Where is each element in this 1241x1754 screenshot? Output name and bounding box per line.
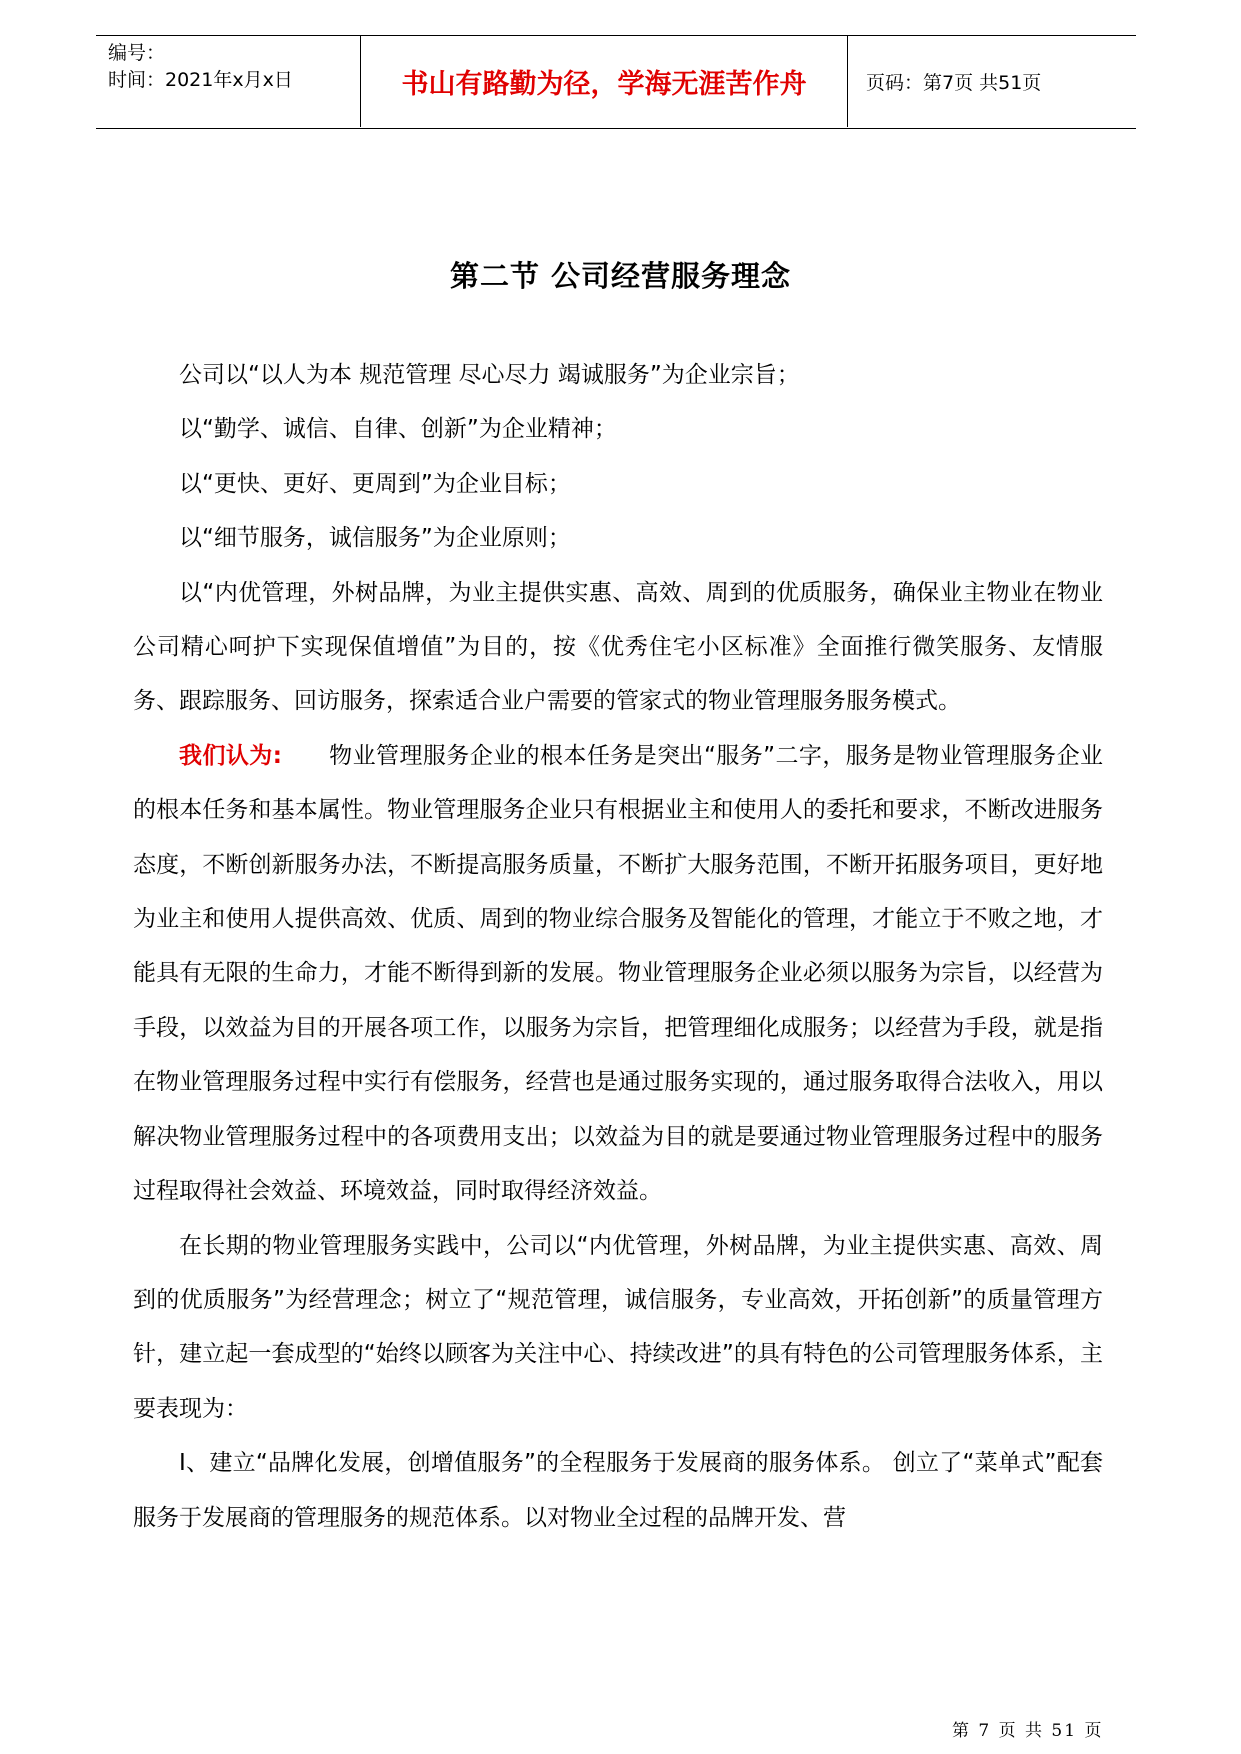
page-footer: 第 7 页 共 51 页 xyxy=(952,1721,1104,1741)
section-title: 第二节 公司经营服务理念 xyxy=(449,259,792,293)
paragraph: 在长期的物业管理服务实践中，公司以“内优管理，外树品牌，为业主提供实惠、高效、周到的优质服务”为经营理念；树立了“规范管理，诚信服务，专业高效，开拓创新”的质量管理方针，建立起一套成型的“始终以顾客为关注中心、持续改进”的具有特色的公司管理服务体系，主要表现为： xyxy=(133,1232,1103,1422)
header-page-info: 页码：第7页 共51页 xyxy=(866,72,1042,94)
paragraph: 以“更快、更好、更周到”为企业目标； xyxy=(179,470,571,497)
paragraph-text: 物业管理服务企业的根本任务是突出“服务”二字，服务是物业管理服务企业的根本任务和基本属性。物业管理服务企业只有根据业主和使用人的委托和要求，不断改进服务态度，不断创新服务办法，不断提高服务质量，不断扩大服务范围，不断开拓服务项目，更好地为业主和使用人提供高效、优质、周到的物业综合服务及智能化的管理，才能立于不败之地，才能具有无限的生命力，才能不断得到新的发展。物业管理服务企业必须以服务为宗旨，以经营为手段，以效益为目的开展各项工作，以服务为宗旨，把管理细化成服务；以经营为手段，就是指在物业管理服务过程中实行有偿服务，经营也是通过服务实现的，通过服务取得合法收入，用以解决物业管理服务过程中的各项费用支出；以效益为目的就是要通过物业管理服务过程中的服务过程取得社会效益、环境效益，同时取得经济效益。 xyxy=(133,742,1103,1205)
header-motto: 书山有路勤为径，学海无涯苦作舟 xyxy=(360,36,848,127)
document-number-label: 编号： xyxy=(108,42,166,64)
emphasis-lead: 我们认为: xyxy=(179,742,282,769)
paragraph: Ⅰ、建立“品牌化发展，创增值服务”的全程服务于发展商的服务体系。 创立了“菜单式”配套服务于发展商的管理服务的规范体系。以对物业全过程的品牌开发、营 xyxy=(133,1450,1103,1531)
paragraph: 以“内优管理，外树品牌，为业主提供实惠、高效、周到的优质服务，确保业主物业在物业公司精心呵护下实现保值增值”为目的，按《优秀住宅小区标准》全面推行微笑服务、友情服务、跟踪服务、回访服务，探索适合业户需要的管家式的物业管理服务服务模式。 xyxy=(133,579,1103,715)
document-date: 时间：2021年x月x日 xyxy=(108,69,293,91)
paragraph: 以“细节服务，诚信服务”为企业原则； xyxy=(179,525,571,552)
header-meta xyxy=(108,40,293,94)
paragraph: 以“勤学、诚信、自律、创新”为企业精神； xyxy=(179,416,617,443)
document-body xyxy=(133,348,1103,1545)
paragraph xyxy=(133,729,1103,1219)
paragraph: 公司以“以人为本 规范管理 尽心尽力 竭诚服务”为企业宗旨； xyxy=(179,362,800,388)
page-header xyxy=(96,35,1136,129)
